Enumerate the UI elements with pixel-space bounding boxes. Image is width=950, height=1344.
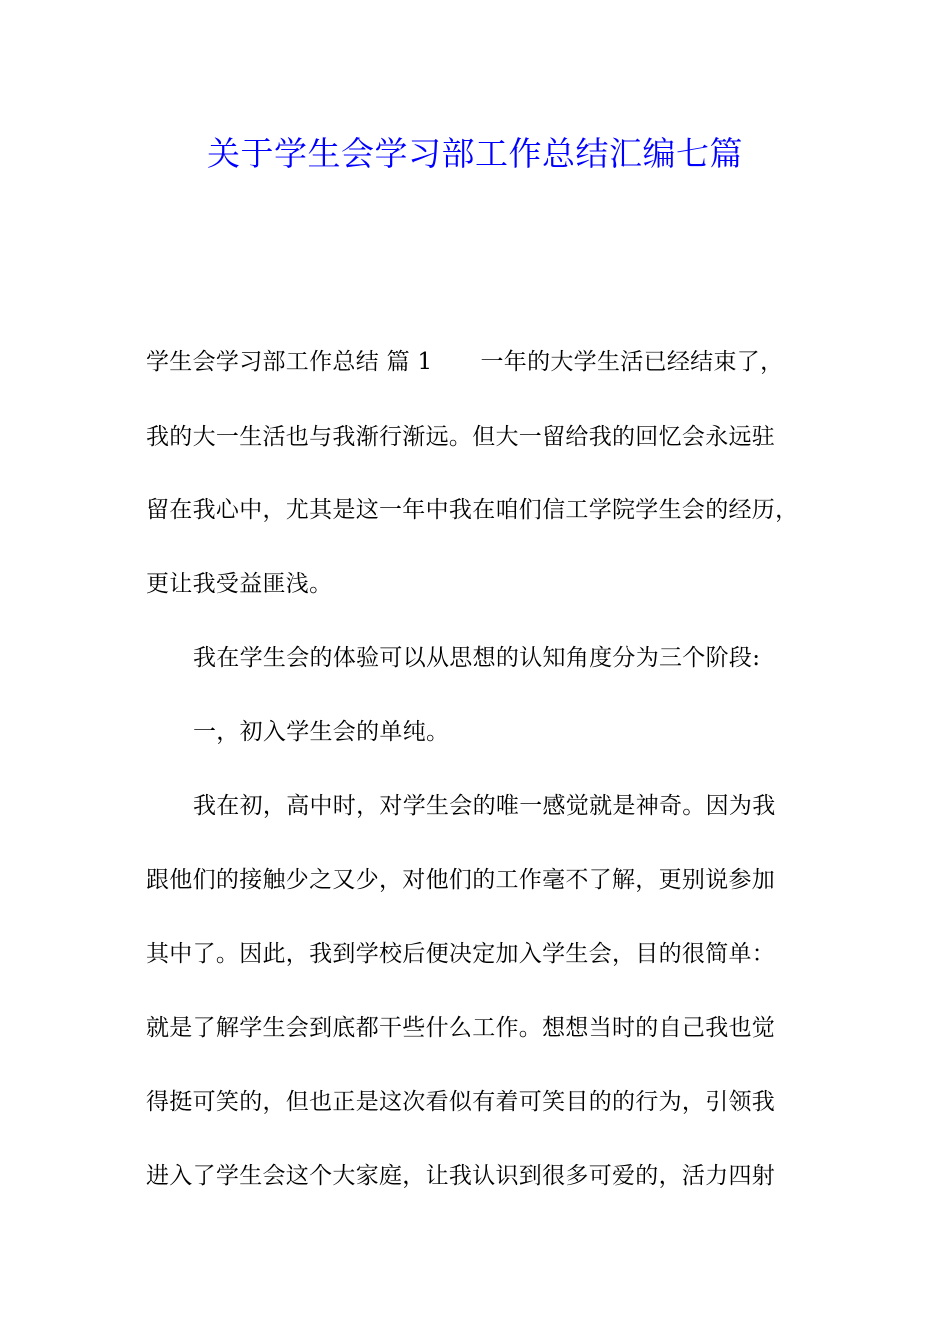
paragraph-line-9: 其中了。因此，我到学校后便决定加入学生会，目的很简单： — [146, 941, 776, 967]
paragraph-line-11: 得挺可笑的，但也正是这次看似有着可笑目的的行为，引领我 — [146, 1089, 776, 1115]
paragraph-line-7: 我在初，高中时，对学生会的唯一感觉就是神奇。因为我 — [193, 793, 776, 819]
paragraph-text: 一年的大学生活已经结束了， — [480, 349, 784, 375]
paragraph-line-8: 跟他们的接触少之又少，对他们的工作毫不了解，更别说参加 — [146, 867, 776, 893]
section-heading: 学生会学习部工作总结 篇 1 — [146, 349, 433, 375]
paragraph-line-5: 我在学生会的体验可以从思想的认知角度分为三个阶段: — [193, 645, 761, 671]
paragraph-line-12: 进入了学生会这个大家庭，让我认识到很多可爱的，活力四射 — [146, 1163, 776, 1189]
paragraph-line-3: 留在我心中，尤其是这一年中我在咱们信工学院学生会的经历， — [146, 497, 799, 523]
paragraph-line-2: 我的大一生活也与我渐行渐远。但大一留给我的回忆会永远驻 — [146, 424, 776, 450]
paragraph-line-4: 更让我受益匪浅。 — [146, 571, 333, 597]
paragraph-line-6: 一，初入学生会的单纯。 — [193, 719, 450, 745]
paragraph-line-1 — [146, 342, 836, 382]
paragraph-line-10: 就是了解学生会到底都干些什么工作。想想当时的自己我也觉 — [146, 1015, 776, 1041]
document-title: 关于学生会学习部工作总结汇编七篇 — [207, 134, 743, 173]
